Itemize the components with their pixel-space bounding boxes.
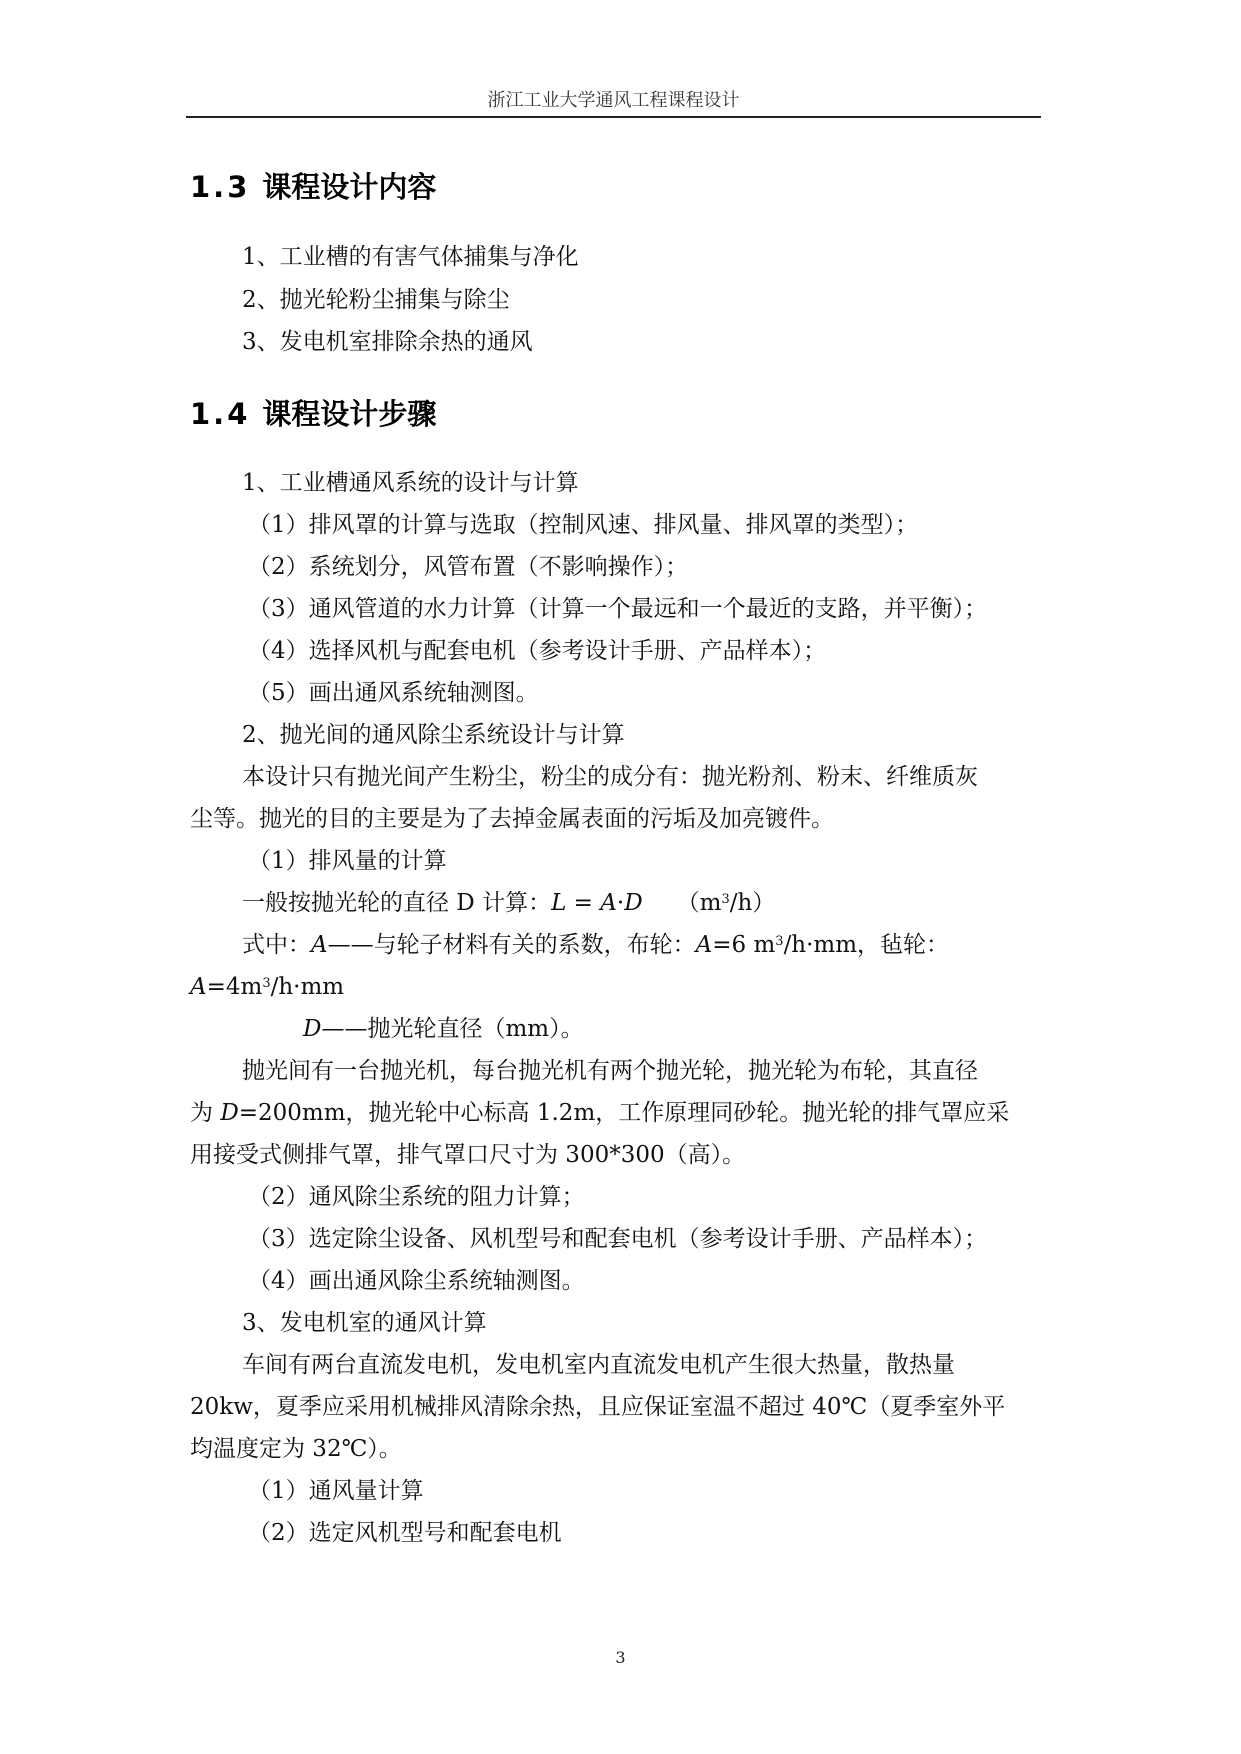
formula-equals: = xyxy=(566,890,601,916)
section-number: 1.4 xyxy=(190,397,251,431)
part2-step-2: （2）通风除尘系统的阻力计算； xyxy=(248,1184,585,1210)
part1-step-5: （5）画出通风系统轴测图。 xyxy=(248,680,539,706)
part2-intro-line-2: 尘等。抛光的目的主要是为了去掉金属表面的污垢及加亮镀件。 xyxy=(190,806,834,832)
part1-step-2: （2）系统划分，风管布置（不影响操作）； xyxy=(248,554,689,580)
formula-var-a: A xyxy=(600,890,617,916)
section-heading-1-3 xyxy=(190,165,436,206)
part3-step-2: （2）选定风机型号和配套电机 xyxy=(248,1520,562,1546)
part2-desc-line-2: 为 D=200mm，抛光轮中心标高 1.2m，工作原理同砂轮。抛光轮的排气罩应采 xyxy=(190,1100,1010,1126)
where-line-2: $A=4m^3/h\cdot mm$ xyxy=(190,974,345,1000)
part3-desc-line-3: 均温度定为 32℃）。 xyxy=(190,1436,402,1462)
running-header: 浙江工业大学通风工程课程设计 xyxy=(487,90,740,111)
section-title: 课程设计步骤 xyxy=(262,397,437,431)
part2-desc-line-3: 用接受式侧排气罩，排气罩口尺寸为 300*300（高）。 xyxy=(190,1142,746,1168)
part2-desc-line-1: 抛光间有一台抛光机，每台抛光机有两个抛光轮，抛光轮为布轮，其直径 xyxy=(242,1058,978,1084)
part2-step-1: （1）排风量的计算 xyxy=(248,848,447,874)
formula-prefix: 一般按抛光轮的直径 D 计算： xyxy=(242,890,552,916)
part1-title: 1、工业槽通风系统的设计与计算 xyxy=(242,470,579,496)
part1-step-1: （1）排风罩的计算与选取（控制风速、排风量、排风罩的类型）； xyxy=(248,512,919,538)
part2-title: 2、抛光间的通风除尘系统设计与计算 xyxy=(242,722,625,748)
formula-dot: · xyxy=(616,890,625,916)
part2-step-3: （3）选定除尘设备、风机型号和配套电机（参考设计手册、产品样本）； xyxy=(248,1226,988,1252)
header-rule xyxy=(186,116,1041,118)
part3-desc-line-1: 车间有两台直流发电机，发电机室内直流发电机产生很大热量，散热量 xyxy=(242,1352,955,1378)
where-line-1: 式中：A——与轮子材料有关的系数，布轮：A=6 $m^3/h\cdot mm$，毡轮： xyxy=(242,932,950,958)
part3-desc-line-2: 20kw，夏季应采用机械排风清除余热，且应保证室温不超过 40℃（夏季室外平 xyxy=(190,1394,1006,1420)
section-number: 1.3 xyxy=(190,170,251,204)
formula-line xyxy=(242,888,1097,918)
part3-step-1: （1）通风量计算 xyxy=(248,1478,424,1504)
section-title: 课程设计内容 xyxy=(262,170,437,204)
formula-var-l: L xyxy=(551,890,567,916)
formula-var-d: D xyxy=(624,890,643,916)
content-item-2: 2、抛光轮粉尘捕集与除尘 xyxy=(242,287,510,313)
where-line-3: D——抛光轮直径（mm）。 xyxy=(303,1016,584,1042)
formula-unit: $(m^3/h)$ xyxy=(676,890,776,916)
page-number: 3 xyxy=(615,1648,626,1667)
part2-step-4: （4）画出通风除尘系统轴测图。 xyxy=(248,1268,585,1294)
section-heading-1-4 xyxy=(190,392,436,433)
part3-title: 3、发电机室的通风计算 xyxy=(242,1310,487,1336)
part2-intro-line-1: 本设计只有抛光间产生粉尘，粉尘的成分有：抛光粉剂、粉末、纤维质灰 xyxy=(242,764,978,790)
part1-step-3: （3）通风管道的水力计算（计算一个最远和一个最近的支路，并平衡）； xyxy=(248,596,988,622)
content-item-3: 3、发电机室排除余热的通风 xyxy=(242,329,533,355)
part1-step-4: （4）选择风机与配套电机（参考设计手册、产品样本）； xyxy=(248,638,827,664)
content-item-1: 1、工业槽的有害气体捕集与净化 xyxy=(242,244,579,270)
